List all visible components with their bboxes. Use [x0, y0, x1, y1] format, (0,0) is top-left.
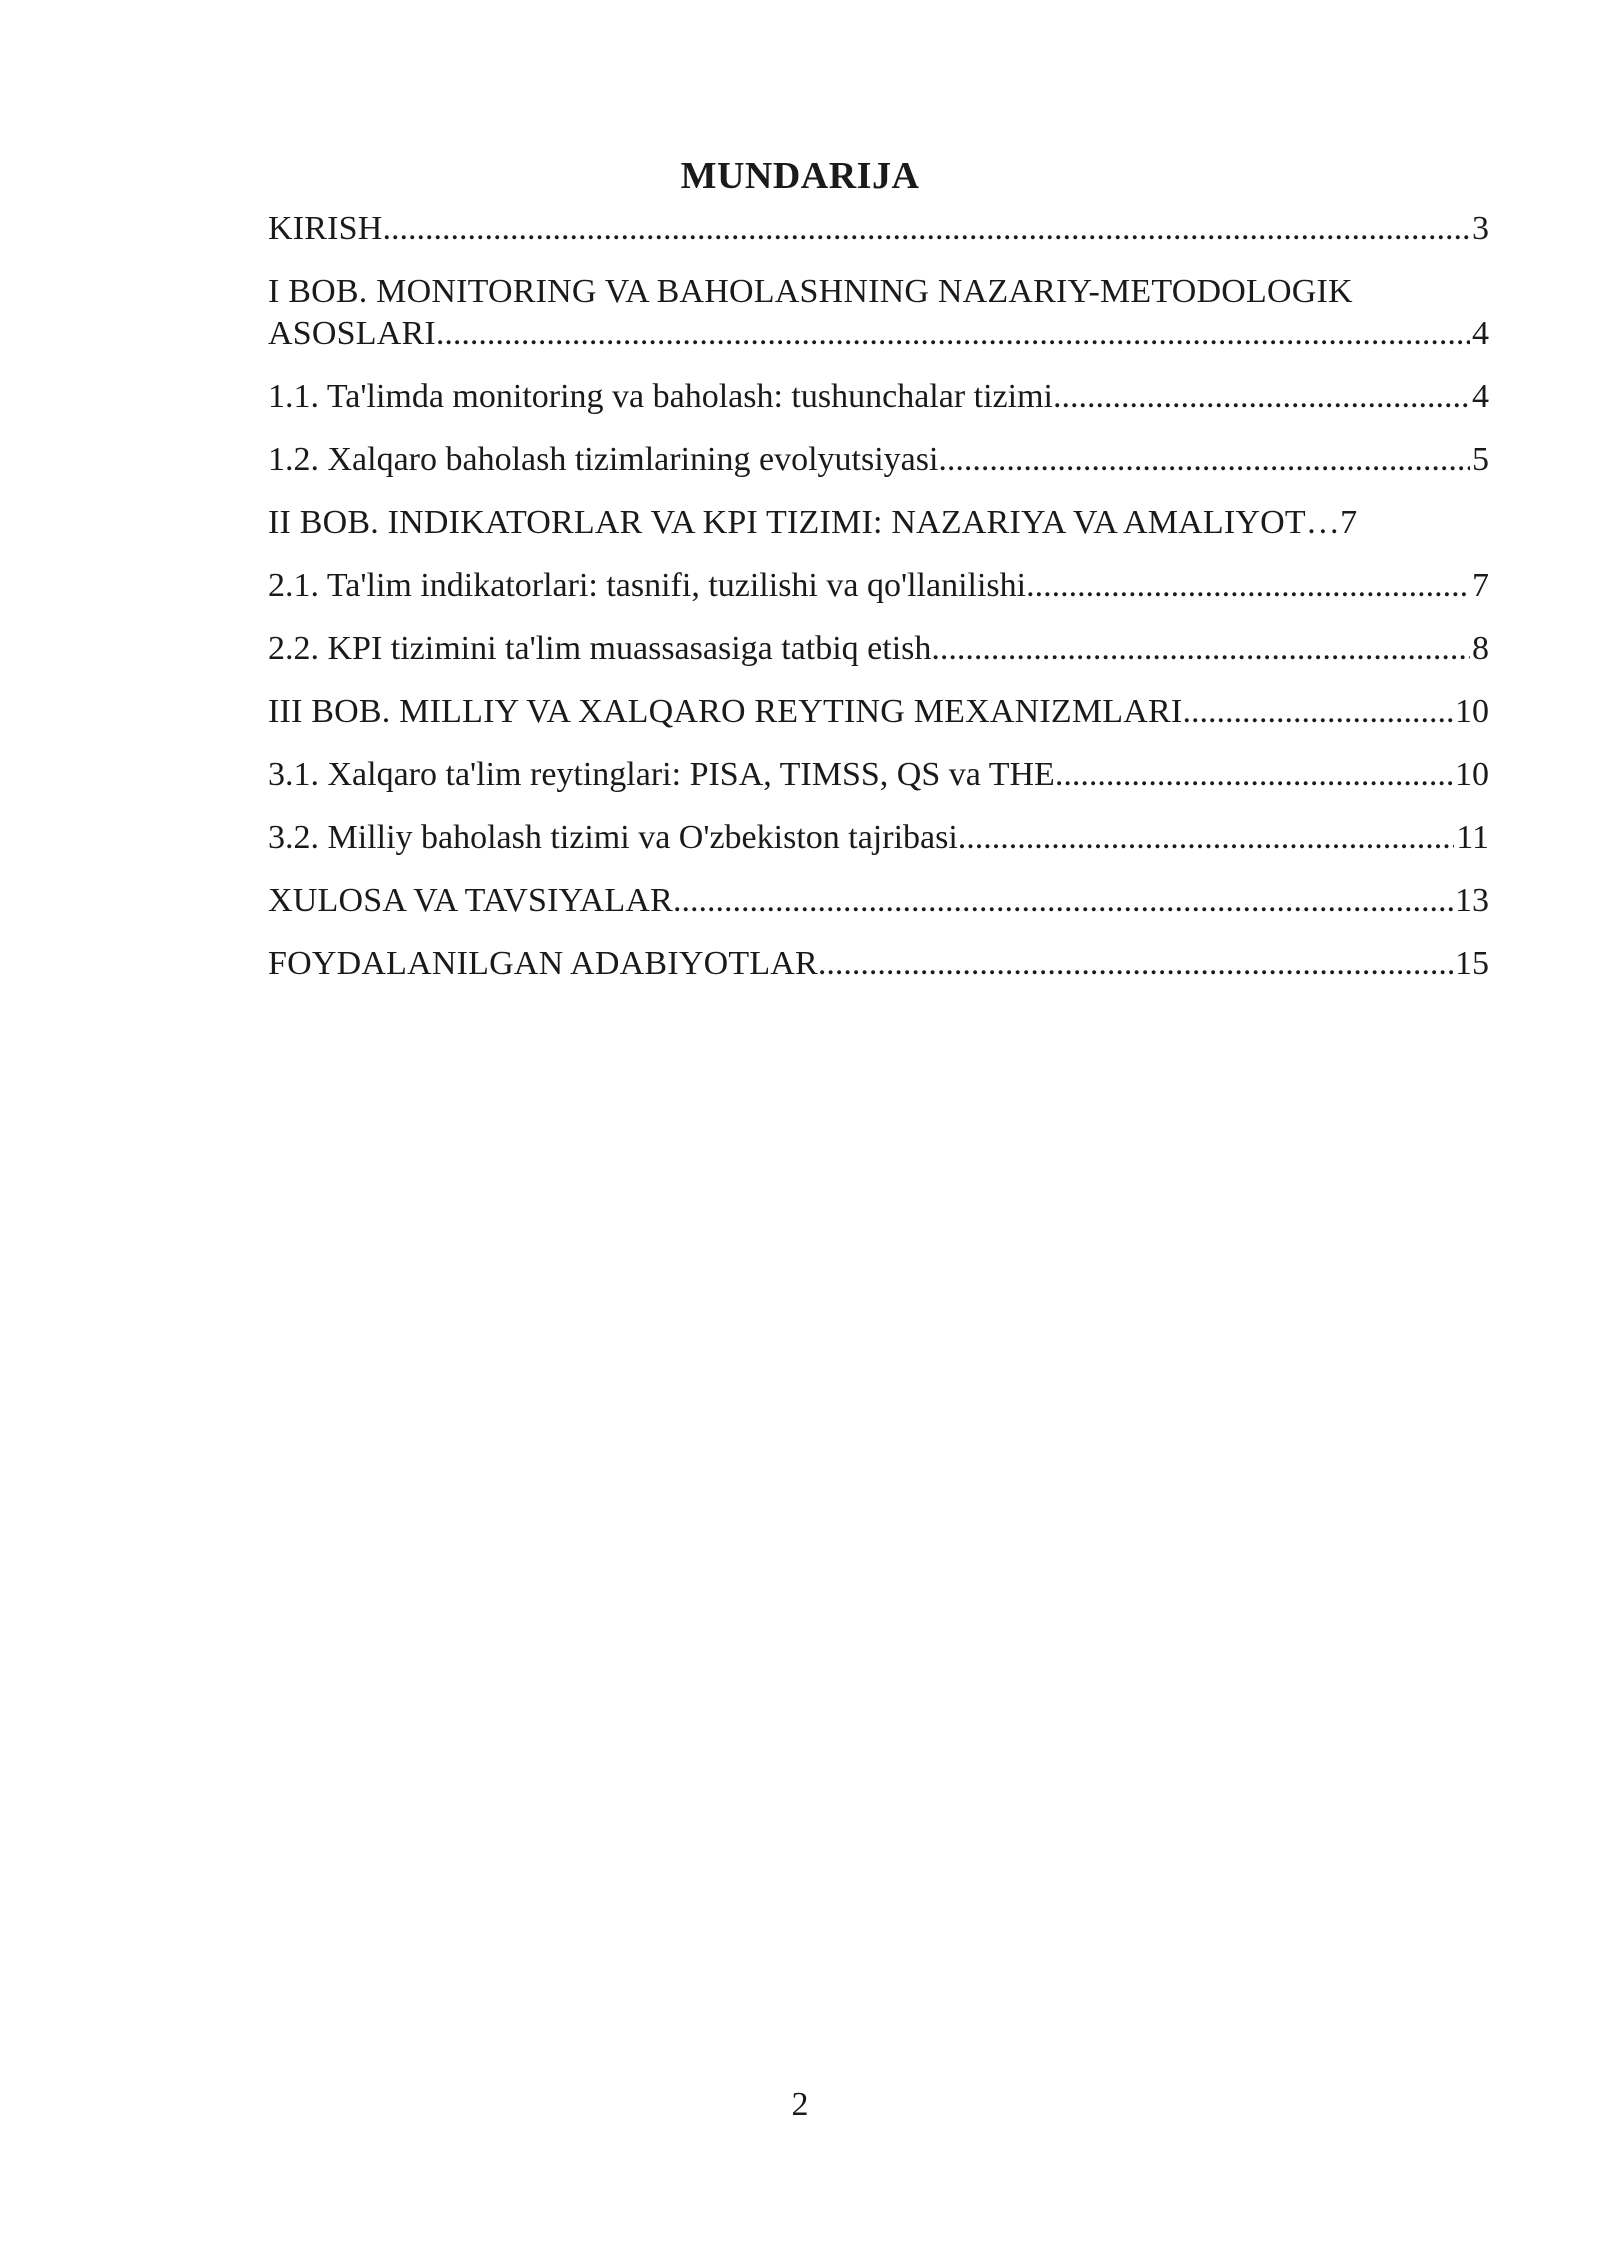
toc-page-number: 5: [1472, 441, 1489, 478]
toc-entry-text: FOYDALANILGAN ADABIYOTLAR: [268, 945, 818, 982]
toc-entry-kirish[interactable]: [268, 208, 1489, 250]
toc-entry-chapter-3[interactable]: [268, 691, 1489, 733]
toc-entry-section-3-1[interactable]: [268, 754, 1489, 796]
toc-leader-dots: [938, 439, 1470, 481]
toc-page-number: 4: [1472, 378, 1489, 415]
toc-entry-text-line1-content: I BOB. MONITORING VA BAHOLASHNING NAZARIY-METODOLOGIK: [268, 273, 1353, 310]
toc-leader-dots: [1182, 691, 1453, 733]
toc-leader-dots: [1053, 376, 1470, 418]
toc-entry-adabiyotlar[interactable]: [268, 943, 1489, 985]
toc-page-number: 7: [1472, 567, 1489, 604]
toc-page-number: 15: [1455, 945, 1489, 982]
toc-entry-text-line1: [268, 271, 1489, 313]
toc-page-number: 4: [1472, 315, 1489, 352]
toc-entry-text: XULOSA VA TAVSIYALAR: [268, 882, 673, 919]
toc-entry-text: 3.1. Xalqaro ta'lim reytinglari: PISA, TIMSS, QS va THE: [268, 756, 1055, 793]
toc-leader-dots: [1055, 754, 1453, 796]
table-of-contents: [268, 208, 1489, 1006]
toc-entry-text: ASOSLARI: [268, 315, 436, 352]
toc-page-number: 8: [1472, 630, 1489, 667]
toc-leader-dots: [673, 880, 1453, 922]
toc-leader-dots: [958, 817, 1454, 859]
toc-entry-section-1-1[interactable]: [268, 376, 1489, 418]
toc-entry-text: KIRISH: [268, 210, 383, 247]
toc-leader-dots: [931, 628, 1470, 670]
toc-entry-text: II BOB. INDIKATORLAR VA KPI TIZIMI: NAZARIYA VA AMALIYOT: [268, 504, 1306, 541]
toc-title: MUNDARIJA: [680, 155, 920, 197]
toc-entry-text: III BOB. MILLIY VA XALQARO REYTING MEXANIZMLARI: [268, 693, 1183, 730]
toc-leader-dots: [1026, 565, 1470, 607]
toc-entry-section-3-2[interactable]: [268, 817, 1489, 859]
toc-entry-text: 3.2. Milliy baholash tizimi va O'zbekiston tajribasi: [268, 819, 958, 856]
toc-page-number: 7: [1340, 504, 1358, 541]
toc-entry-chapter-2[interactable]: [268, 502, 1489, 544]
toc-entry-xulosa[interactable]: [268, 880, 1489, 922]
toc-leader-dots: [383, 208, 1470, 250]
toc-entry-text: 2.1. Ta'lim indikatorlari: tasnifi, tuzilishi va qo'llanilishi: [268, 567, 1027, 604]
toc-entry-text: 1.1. Ta'limda monitoring va baholash: tushunchalar tizimi: [268, 378, 1053, 415]
toc-page-number: 10: [1455, 756, 1489, 793]
toc-page-number: 11: [1456, 819, 1489, 856]
toc-entry-section-1-2[interactable]: [268, 439, 1489, 481]
toc-entry-section-2-2[interactable]: [268, 628, 1489, 670]
toc-leader-dots: [818, 943, 1453, 985]
toc-entry-text: 2.2. KPI tizimini ta'lim muassasasiga tatbiq etish: [268, 630, 932, 667]
toc-entry-chapter-1[interactable]: [268, 271, 1489, 355]
toc-leader-dots: [436, 313, 1470, 355]
toc-entry-section-2-1[interactable]: [268, 565, 1489, 607]
toc-page-number: 10: [1455, 693, 1489, 730]
page-number: 2: [791, 2086, 809, 2123]
toc-ellipsis: …: [1305, 504, 1341, 541]
toc-page-number: 13: [1455, 882, 1489, 919]
toc-page-number: 3: [1472, 210, 1489, 247]
toc-entry-text: 1.2. Xalqaro baholash tizimlarining evolyutsiyasi: [268, 441, 939, 478]
